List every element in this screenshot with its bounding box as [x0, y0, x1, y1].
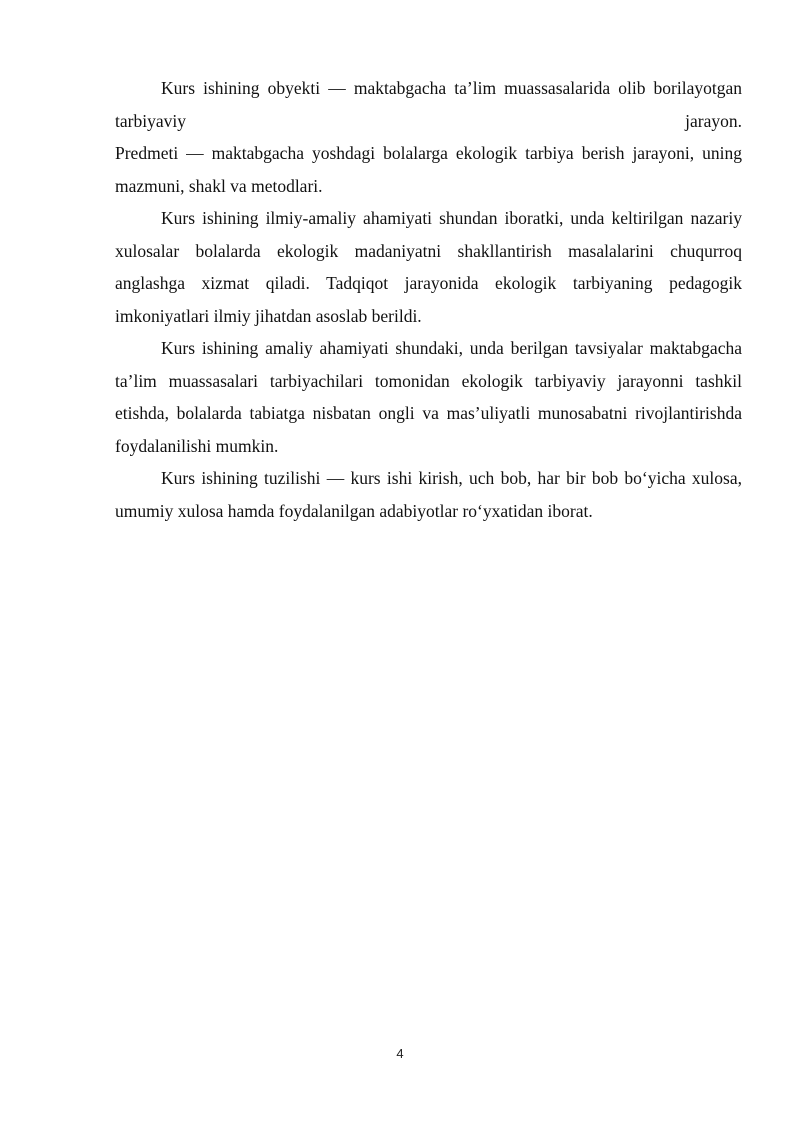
paragraph-line-subject: Predmeti — maktabgacha yoshdagi bolalarga ekologik tarbiya berish jarayoni, uning mazmuni, shakl va metodlari. — [115, 143, 742, 196]
paragraph-practical-significance: Kurs ishining amaliy ahamiyati shundaki, unda berilgan tavsiyalar maktabgacha ta’lim muassasalari tarbiyachilari tomonidan ekologik tarbiyaviy jarayonni tashkil etishda, bolalarda tabiatga nisbatan ongli va mas’uliyatli munosabatni rivojlantirishda foydalanilishi mumkin. — [115, 338, 742, 456]
paragraph-structure: Kurs ishining tuzilishi — kurs ishi kirish, uch bob, har bir bob bo‘yicha xulosa, umumiy xulosa hamda foydalanilgan adabiyotlar ro‘yxatidan iborat. — [115, 468, 742, 521]
document-body — [115, 72, 742, 527]
page-number: 4 — [396, 1046, 404, 1061]
paragraph-scientific-significance: Kurs ishining ilmiy-amaliy ahamiyati shundan iboratki, unda keltirilgan nazariy xulosalar bolalarda ekologik madaniyatni shakllantirish masalalarini chuqurroq anglashga xizmat qiladi. Tadqiqot jarayonida ekologik tarbiyaning pedagogik imkoniyatlari ilmiy jihatdan asoslab berildi. — [115, 208, 742, 326]
paragraph-object-subject — [115, 72, 742, 202]
paragraph-line-object: Kurs ishining obyekti — maktabgacha ta’lim muassasalarida olib borilayotgan tarbiyaviy jarayon. — [115, 78, 742, 131]
